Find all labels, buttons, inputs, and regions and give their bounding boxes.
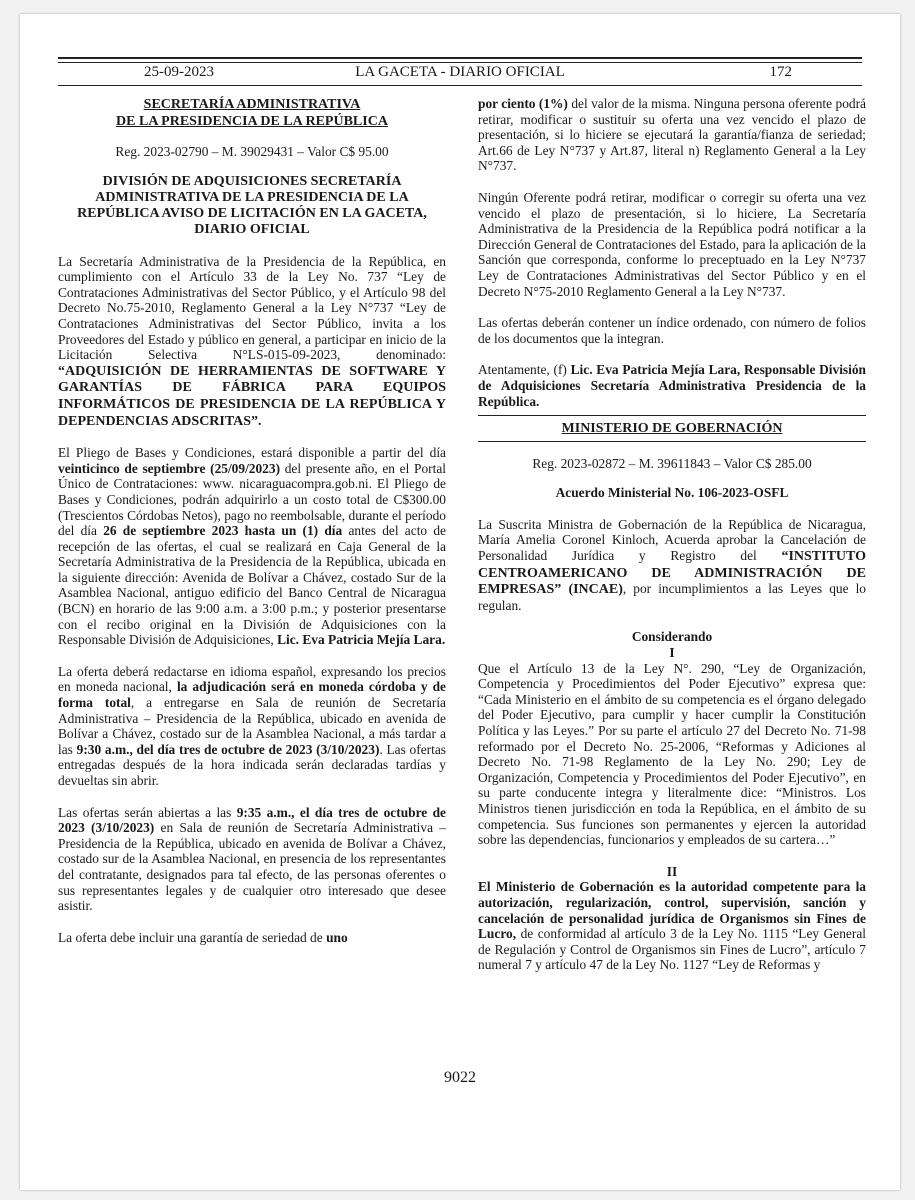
ministry-title: MINISTERIO DE GOBERNACIÓN [561,421,783,437]
paragraph-bold: Lic. Eva Patricia Mejía Lara, Responsable División de Adquisiciones Secretaría Administrativa Presidencia de la República. [478,362,866,409]
header-rule-inner [58,62,862,63]
paragraph-considerando-2 [478,879,866,973]
paragraph-bold: “ADQUISICIÓN DE HERRAMIENTAS DE SOFTWARE Y GARANTÍAS DE FÁBRICA PARA EQUIPOS INFORMÁTICOS DE PRESIDENCIA DE LA REPÚBLICA Y DEPENDENCIAS ADSCRITAS”. [58,363,446,429]
paragraph-retiro: Ningún Oferente podrá retirar, modificar o corregir su oferta una vez vencido el plazo de presentación, si lo hiciere, La Secretaría Administrativa de la Presidencia de la República podrá notificar a la Dirección General de Contrataciones del Estado, para la aplicación de la Sanción que corresponda, conforme lo preceptuado en la Ley N°737 Ley de Contrataciones Administrativas del Sector Público y en el Decreto N°75-2010 Reglamento General a la Ley N°737. [478,189,866,299]
paragraph-text: . Las ofertas entregadas después de la hora indicada serán declaradas tardías y devueltas sin abrir. [58,741,446,788]
registration-line: Reg. 2023-02872 – M. 39611843 – Valor C$ 285.00 [532,455,812,471]
paragraph-acuerda [478,517,866,614]
paragraph-text: , a entregarse en Sala de reunión de Secretaría Administrativa – Presidencia de la República, ubicado en avenida de Bolívar a Chávez, costado sur de la Asamblea Nacional, a más tardar a las [58,695,446,757]
paragraph-bold: 9:35 a.m., el día tres de octubre de 2023 (3/10/2023) [58,804,446,836]
paragraph-firma [478,362,866,409]
ministry-heading [478,415,866,442]
header-rule-top [58,57,862,59]
paragraph-indice: Las ofertas deberán contener un índice ordenado, con número de folios de los documentos que la integran. [478,315,866,346]
paragraph-garantia [58,930,446,946]
paragraph-bold: El Ministerio de Gobernación es la autoridad competente para la autorización, regularización, control, supervisión, sanción y cancelación de personalidad jurídica de Organismos sin Fines de Lucro, [478,879,866,942]
paragraph-bold: “INSTITUTO CENTROAMERICANO DE ADMINISTRACIÓN DE EMPRESAS” (INCAE) [478,549,866,598]
considerando-heading: Considerando [631,629,713,645]
institution-line-1: SECRETARÍA ADMINISTRATIVA [143,97,361,112]
paragraph-text: antes del acto de recepción de las ofertas, el cual se realizará en Caja General de la Secretaría Administrativa de la Presidencia de la República, ubicada en la siguiente dirección: Avenida de Bolívar a Chávez, costado Sur de la Asamblea Nacional, antiguo edificio del Banco Central de Nicaragua (BCN) en horario de las 9:00 a.m. a 3:00 p.m.; y posterior presentarse con el recibo original en la División de Adquisiciones con la Responsable División de Adquisiciones, [58,523,446,648]
registration-line: Reg. 2023-02790 – M. 39029431 – Valor C$ 95.00 [115,144,389,159]
paragraph-garantia-cont [478,96,866,174]
paragraph-bold: 26 de septiembre 2023 hasta un (1) día [103,523,343,539]
paragraph-bold: Lic. Eva Patricia Mejía Lara. [277,632,446,648]
paragraph-considerando-1: Que el Artículo 13 de la Ley N°. 290, “Ley de Organización, Competencia y Procedimientos del Poder Ejecutivo” expresa que: “Cada Ministerio en el ámbito de su competencia es el órgano delegado del Poder Ejecutivo, para cumplir y hacer cumplir la Constitución Política y las Leyes.” Por su parte el artículo 27 del Decreto No. 71-98 reformado por el Decreto No. 25-2006, “Reformas y Adiciones al Decreto No. 71-98 Reglamento de la Ley No. 290; Ley de Organización, Competencia y Procedimientos del Poder Ejecutivo”, en su parte conducente integra y literalmente dice: “Ministros. Los Ministros tienen jurisdicción en toda la República, en el ámbito de su competencia. Sus funciones son permanentes y ejercen la autoridad sobre las dependencias, funcionarios y empleados de su cartera…” [478,660,866,848]
section-number-1: I [669,645,675,661]
aviso-title: DIVISIÓN DE ADQUISICIONES SECRETARÍA ADMINISTRATIVA DE LA PRESIDENCIA DE LA REPÚBLICA AVISO DE LICITACIÓN EN LA GACETA, DIARIO OFICIAL [77,173,427,237]
footer-page-number: 9022 [444,1069,476,1086]
paragraph-text: La Suscrita Ministra de Gobernación de la República de Nicaragua, María Amelia Coronel Kinloch, Acuerda aprobar la Cancelación de Personalidad Jurídica y Registro del [478,516,866,564]
paragraph-bold: veinticinco de septiembre (25/09/2023) [58,460,281,476]
section-number-2: II [666,863,678,879]
paragraph-text: La oferta debe incluir una garantía de seriedad de [58,929,327,945]
paragraph-text: El Pliego de Bases y Condiciones, estará disponible a partir del día [58,445,446,461]
gazette-page [20,14,900,1190]
paragraph-bold: uno [326,929,348,945]
paragraph-text: , por incumplimientos a las Leyes que lo regulan. [478,581,866,613]
right-column [478,96,866,989]
institution-heading [58,96,446,130]
header-date: 25-09-2023 [144,64,214,80]
header-title: LA GACETA - DIARIO OFICIAL [355,64,565,80]
paragraph-text: La Secretaría Administrativa de la Presidencia de la República, en cumplimiento con el Artículo 33 de la Ley No. 737 “Ley de Contrataciones Administrativas del Sector Público, y el Artículo 98 del Decreto No.75-2010, Reglamento General a la Ley N°737 “Ley de Contrataciones Administrativas del Sector Público, invita a los Proveedores del Estado y público en general, a participar en inicio de la Licitación Selectiva N°LS-015-09-2023, denominado: [58,253,446,363]
paragraph-text: de conformidad al artículo 3 de la Ley No. 1115 “Ley General de Regulación y Control de Organismos sin Fines de Lucro”, artículo 7 numeral 7 y artículo 47 de la Ley No. 1127 “Ley de Reformas y [478,926,866,973]
acuerdo-title: Acuerdo Ministerial No. 106-2023-OSFL [555,485,789,501]
paragraph-bold: 9:30 a.m., del día tres de octubre de 2023 (3/10/2023) [76,741,380,757]
paragraph-pliego [58,445,446,648]
left-column [58,96,446,961]
header-page-number: 172 [769,64,792,80]
paragraph-bold: por ciento (1%) [478,96,568,111]
paragraph-text: Atentamente, (f) [478,362,571,378]
paragraph-text: del presente año, en el Portal Único de Contrataciones: www. nicaraguacompra.gob.ni. El Pliego de Bases y Condiciones, podrán adquirirlo a un costo total de C$300.00 (Trescientos Córdobas Netos), pago no reembolsable, durante el período del día [58,460,446,539]
paragraph-oferta [58,664,446,789]
header-rule-bottom [58,85,862,86]
paragraph-text: Las ofertas serán abiertas a las [58,804,237,820]
institution-line-2: DE LA PRESIDENCIA DE LA REPÚBLICA [116,114,388,129]
paragraph-invitation [58,254,446,430]
paragraph-text: del valor de la misma. Ninguna persona oferente podrá retirar, modificar o sustituir su oferta una vez vencido el plazo de presentación, si lo hiciere se ejecutará la garantía/fianza de seriedad; Art.66 de Ley N°737 y Art.87, literal n) Reglamento General a la Ley N°737. [478,96,866,174]
paragraph-text: La oferta deberá redactarse en idioma español, expresando los precios en moneda nacional, [58,663,446,695]
paragraph-bold: la adjudicación será en moneda córdoba y de forma total [58,679,446,711]
paragraph-text: en Sala de reunión de Secretaría Administrativa – Presidencia de la República, ubicado en avenida de Bolívar a Chávez, costado sur de la Asamblea Nacional, en presencia de los representantes del contratante, designados para tal efecto, de las personas oferentes o sus representantes legales y de cualquier otro interesado que desee asistir. [58,820,446,914]
paragraph-apertura [58,805,446,914]
